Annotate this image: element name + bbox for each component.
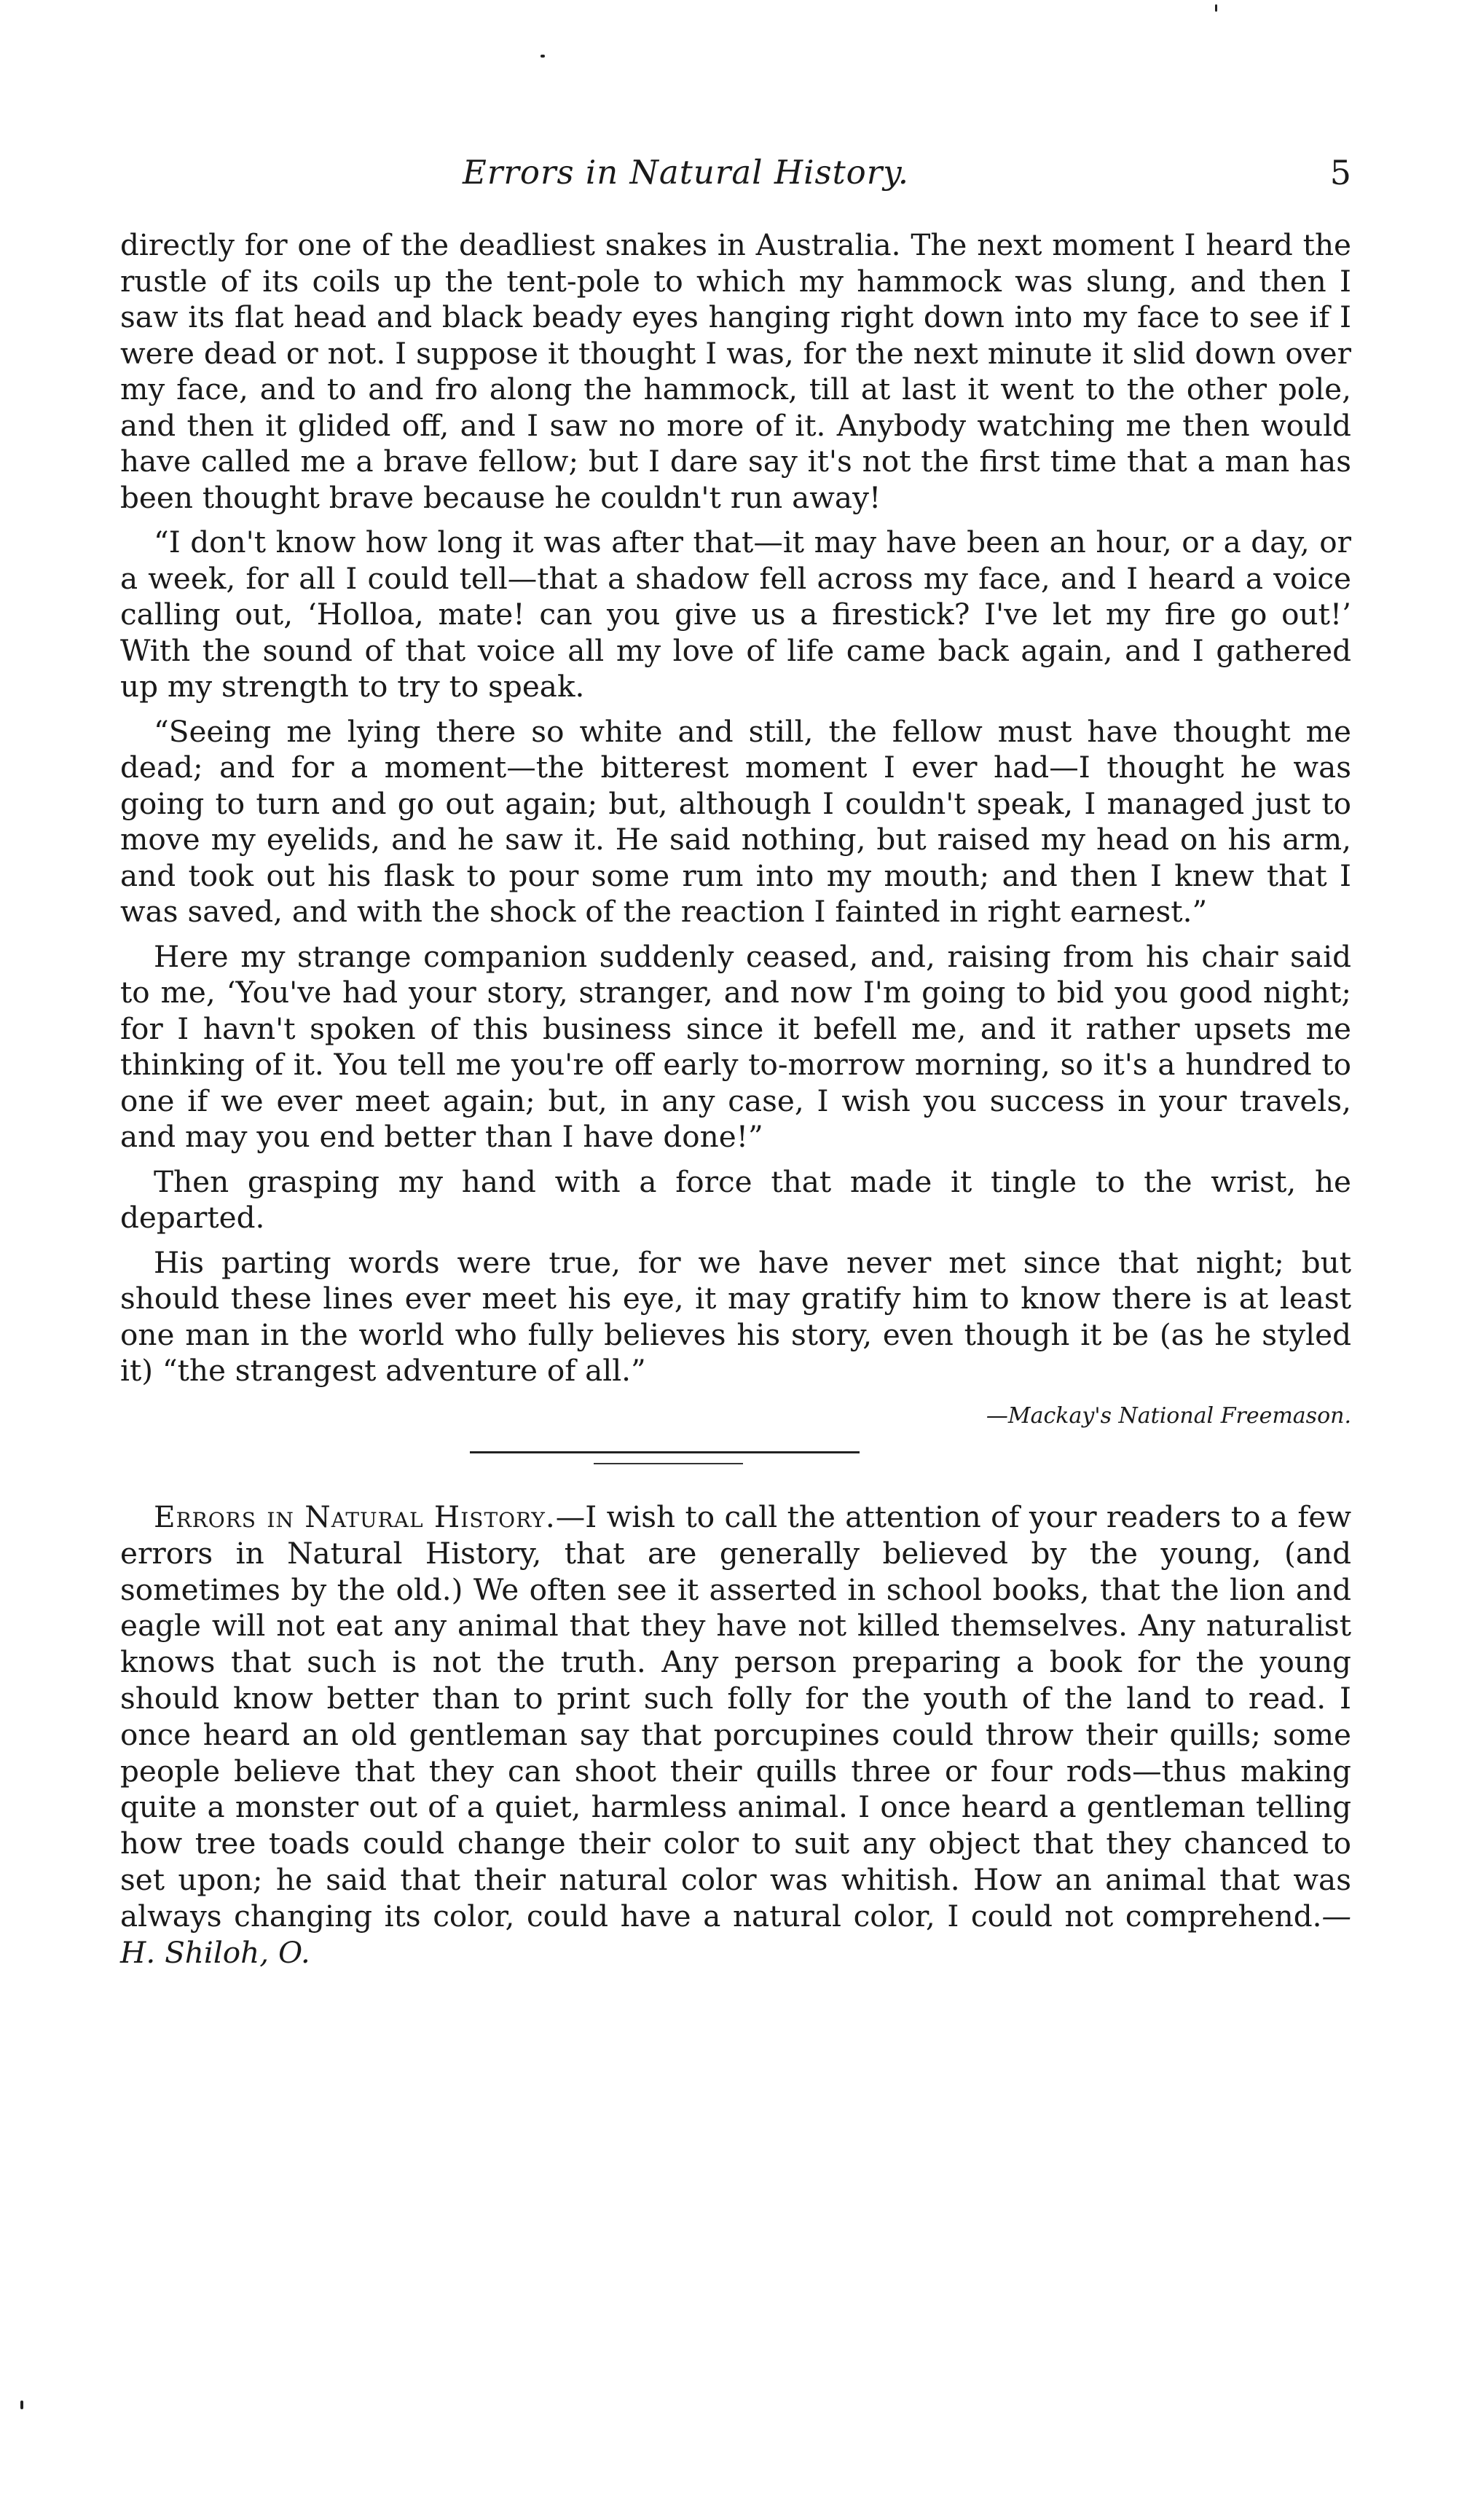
page-number: 5 bbox=[1329, 153, 1351, 192]
story-paragraph: Here my strange companion suddenly ceased, and, raising from his chair said to me, ‘You've had your story, stranger, and now I'm going to bid you good night; for I havn't spoken of this business since it befell me, and it rather upsets me thinking of it. You tell me you're off early to-morrow morning, so it's a hundred to one if we ever meet again; but, in any case, I wish you success in your travels, and may you end better than I have done!” bbox=[120, 938, 1351, 1154]
story-paragraph: His parting words were true, for we have never met since that night; but should these lines ever meet his eye, it may gratify him to know there is at least one man in the world who fully believes his story, even though it be (as he styled it) “the strangest adventure of all.” bbox=[120, 1244, 1351, 1388]
story-paragraph: “I don't know how long it was after that—it may have been an hour, or a day, or a week, for all I could tell—that a shadow fell across my face, and I heard a voice calling out, ‘Holloa, mate! can you give us a firestick? I've let my fire go out!’ With the sound of that voice all my love of life came back again, and I gathered up my strength to try to speak. bbox=[120, 525, 1351, 704]
running-title: Errors in Natural History. bbox=[463, 153, 910, 192]
article-body: —I wish to call the attention of your readers to a few errors in Natural History, that are generally believed by the young, (and sometimes by the old.) We often see it asserted in school books, that the lion and eagle will not eat any animal that they have not killed themselves. Any naturalist knows that such is not the truth. Any person preparing a book for the young should know better than to print such folly for the youth of the land to read. I once heard an old gentleman say that porcupines could throw their quills; some people believe that they can shoot their quills three or four rods—thus making quite a monster out of a quiet, harmless animal. I once heard a gentleman telling how tree toads could change their color to suit any object that they chanced to set upon; he said that their natural color was whitish. How an animal that was always changing its color, could have a natural color, I could not comprehend. bbox=[120, 1499, 1351, 1934]
divider-rule-short bbox=[594, 1463, 743, 1464]
divider-rule-long bbox=[470, 1451, 860, 1453]
article-signature: —H. Shiloh, O. bbox=[120, 1898, 1351, 1970]
article-paragraph bbox=[120, 1499, 1351, 1971]
story-paragraph: Then grasping my hand with a force that made it tingle to the wrist, he departed. bbox=[120, 1163, 1351, 1235]
article bbox=[120, 1499, 1351, 1971]
book-page bbox=[120, 153, 1351, 1971]
article-heading: Errors in Natural History. bbox=[154, 1499, 556, 1534]
running-head bbox=[120, 153, 1351, 204]
story-paragraph: “Seeing me lying there so white and still, the fellow must have thought me dead; and for a moment—the bitterest moment I ever had—I thought he was going to turn and go out again; but, although I couldn't speak, I managed just to move my eyelids, and he saw it. He said nothing, but raised my head on his arm, and took out his flask to pour some rum into my mouth; and then I knew that I was saved, and with the shock of the reaction I fainted in right earnest.” bbox=[120, 713, 1351, 929]
story-attribution: —Mackay's National Freemason. bbox=[986, 1402, 1351, 1429]
story-text bbox=[120, 227, 1351, 1434]
story-paragraph: directly for one of the deadliest snakes in Australia. The next moment I heard the rustle of its coils up the tent-pole to which my hammock was slung, and then I saw its flat head and black beady eyes hanging right down into my face to see if I were dead or not. I suppose it thought I was, for the next minute it slid down over my face, and to and fro along the hammock, till at last it went to the other pole, and then it glided off, and I saw no more of it. Anybody watching me then would have called me a brave fellow; but I dare say it's not the first time that a man has been thought brave because he couldn't run away! bbox=[120, 227, 1351, 515]
section-divider bbox=[120, 1451, 1351, 1470]
